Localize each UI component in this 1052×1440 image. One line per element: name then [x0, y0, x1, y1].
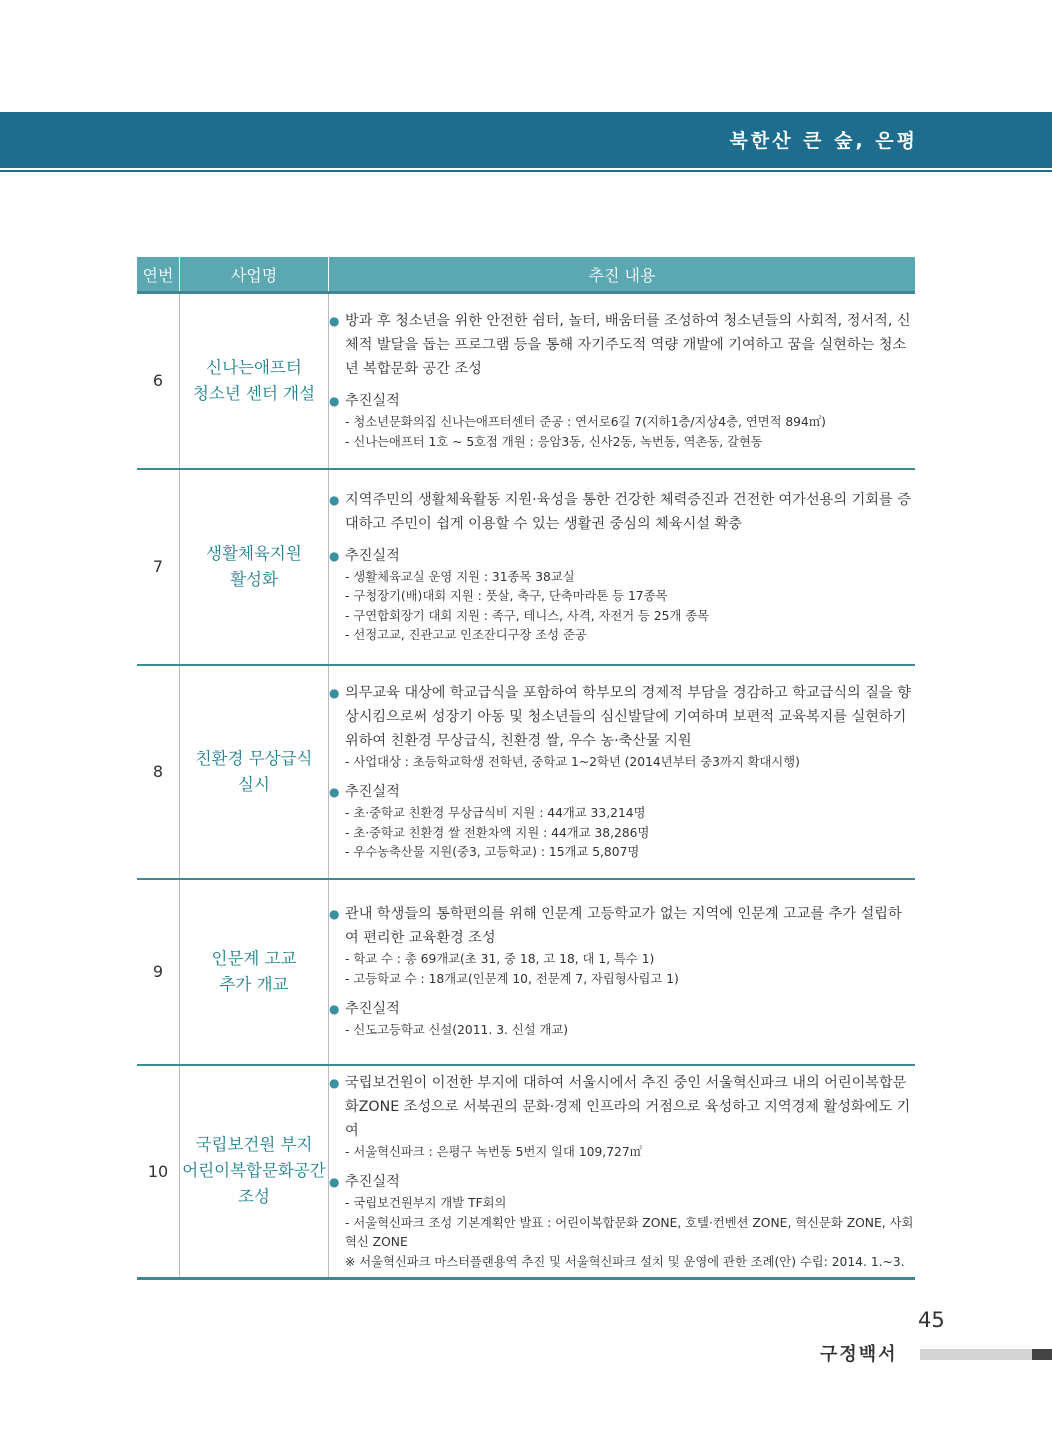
sub-item: - 초·중학교 친환경 무상급식비 지원 : 44개교 33,214명: [345, 806, 646, 820]
project-name-line: 국립보건원 부지: [195, 1135, 313, 1155]
sub-item: - 신도고등학교 신설(2011. 3. 신설 개교): [345, 1023, 569, 1038]
project-name: [180, 879, 329, 1065]
bullet-text: 관내 학생들의 통학편의를 위해 인문계 고등학교가 없는 지역에 인문계 고교를 추가 설립하여 편리한 교육환경 조성: [345, 906, 902, 947]
row-number: 10: [137, 1065, 180, 1279]
project-name: [180, 293, 329, 469]
col-header-number: 연번: [137, 257, 180, 293]
sub-item: - 초·중학교 친환경 쌀 전환차액 지원 : 44개교 38,286명: [345, 825, 650, 840]
row-number: 6: [137, 293, 180, 469]
sub-item: - 청소년문화의집 신나는애프터센터 준공 : 연서로6길 7(지하1층/지상4층, 연면적 894㎡): [345, 415, 826, 430]
sub-item: - 우수농축산물 지원(중3, 고등학교) : 15개교 5,807명: [345, 845, 640, 859]
project-name-line: 친환경 무상급식: [195, 748, 313, 768]
project-content: [329, 293, 916, 469]
project-name: [180, 1065, 329, 1279]
sub-item: - 서울혁신파크 : 은평구 녹번동 5번지 일대 109,727㎡: [345, 1144, 642, 1159]
project-name: [180, 665, 329, 879]
bullet-text: 의무교육 대상에 학교급식을 포함하여 학부모의 경제적 부담을 경감하고 학교급식의 질을 향상시킴으로써 성장기 아동 및 청소년들의 심신발달에 기여하며 보편적 교육복지를 실현하기 위하여 친환경 무상급식, 친환경 쌀, 우수 농·축산물 지원: [345, 684, 911, 749]
bullet-item: [329, 544, 915, 568]
spacer: [329, 772, 915, 780]
spacer: [329, 1162, 915, 1170]
bullet-text: 방과 후 청소년을 위한 안전한 쉼터, 놀터, 배움터를 조성하여 청소년들의 사회적, 정서적, 신체적 발달을 돕는 프로그램 등을 통해 자기주도적 역량 개발에 기여하고 꿈을 실현하는 청소년 복합문화 공간 조성: [345, 313, 911, 378]
project-name-line: 조성: [238, 1187, 270, 1207]
bullet-dot-icon: ●: [329, 1075, 340, 1090]
project-content: [329, 665, 916, 879]
footer-label: 구정백서: [820, 1344, 898, 1365]
page-number: 45: [918, 1308, 945, 1332]
sub-item: - 사업대상 : 초등학교학생 전학년, 중학교 1~2학년 (2014년부터 중3까지 확대시행): [345, 754, 800, 769]
bullet-dot-icon: ●: [329, 907, 340, 922]
table-row: [137, 293, 915, 469]
sub-item: - 구연합회장기 대회 지원 : 족구, 테니스, 사격, 자전거 등 25개 종목: [345, 608, 710, 623]
sub-item: - 학교 수 : 총 69개교(초 31, 중 18, 고 18, 대 1, 특수 1): [345, 952, 655, 967]
bullet-item: [329, 997, 915, 1021]
col-header-content: 추진 내용: [329, 257, 916, 293]
bullet-dot-icon: ●: [329, 1175, 340, 1189]
sub-item: - 서울혁신파크 조성 기본계획안 발표 : 어린이복합문화 ZONE, 호텔·컨벤션 ZONE, 혁신문화 ZONE, 사회혁신 ZONE: [345, 1215, 914, 1249]
table-row: [137, 879, 915, 1065]
project-name-line: 신나는애프터: [206, 357, 302, 377]
bullet-item: [329, 902, 915, 950]
footer-bar-accent: [1032, 1349, 1052, 1360]
bullet-text: 추진실적: [345, 547, 400, 564]
col-header-project: 사업명: [180, 257, 329, 293]
project-name-line: 활성화: [230, 569, 278, 589]
bullet-item: [329, 488, 915, 536]
table-header-row: [137, 257, 915, 293]
bullet-dot-icon: ●: [329, 492, 340, 507]
bullet-item: [329, 1071, 915, 1143]
project-table: [137, 257, 915, 1280]
bullet-item: [329, 309, 915, 381]
project-name-line: 인문계 고교: [211, 948, 297, 968]
table-row: [137, 665, 915, 879]
bullet-dot-icon: ●: [329, 1002, 340, 1017]
project-content: [329, 879, 916, 1065]
sub-item: - 구청장기(배)대회 지원 : 풋살, 축구, 단축마라톤 등 17종목: [345, 589, 668, 603]
bullet-dot-icon: ●: [329, 785, 340, 799]
bullet-item: [329, 780, 915, 804]
project-name-line: 청소년 센터 개설: [192, 383, 316, 403]
bullet-dot-icon: ●: [329, 548, 340, 563]
header-rule: [0, 170, 1052, 172]
footer-bar: [920, 1349, 1032, 1360]
spacer: [329, 536, 915, 544]
sub-item: - 선정고교, 진관고교 인조잔디구장 조성 준공: [345, 628, 587, 642]
sub-item: - 생활체육교실 운영 지원 : 31종목 38교실: [345, 569, 575, 584]
table-row: [137, 469, 915, 665]
bullet-dot-icon: ●: [329, 685, 340, 700]
bullet-text: 추진실적: [345, 784, 400, 800]
bullet-dot-icon: ●: [329, 314, 340, 329]
bullet-text: 추진실적: [345, 1001, 400, 1018]
sub-item: - 고등학교 수 : 18개교(인문계 10, 전문계 7, 자립형사립고 1): [345, 971, 679, 986]
row-number: 8: [137, 665, 180, 879]
row-number: 9: [137, 879, 180, 1065]
bullet-item: [329, 1170, 915, 1194]
sub-item: ※ 서울혁신파크 마스터플랜용역 추진 및 서울혁신파크 설치 및 운영에 관한 조례(안) 수립: 2014. 1.~3.: [345, 1254, 905, 1269]
project-content: [329, 469, 916, 665]
project-name: [180, 469, 329, 665]
bullet-text: 추진실적: [345, 1174, 400, 1190]
sub-item: - 신나는애프터 1호 ~ 5호점 개원 : 응암3동, 신사2동, 녹번동, 역촌동, 갈현동: [345, 434, 763, 449]
bullet-text: 국립보건원이 이전한 부지에 대하여 서울시에서 추진 중인 서울혁신파크 내의 어린이복합문화ZONE 조성으로 서북권의 문화·경제 인프라의 거점으로 육성하고 지역경제 활성화에도 기여: [345, 1074, 911, 1139]
project-name-line: 생활체육지원: [206, 543, 302, 563]
project-name-line: 추가 개교: [219, 974, 289, 994]
bullet-text: 추진실적: [345, 393, 400, 410]
bullet-dot-icon: ●: [329, 394, 340, 409]
bullet-item: [329, 681, 915, 753]
table-body: [137, 293, 915, 1279]
table-row: [137, 1065, 915, 1279]
spacer: [329, 381, 915, 389]
project-name-line: 실시: [238, 774, 270, 794]
section-title: 북한산 큰 숲, 은평: [729, 130, 918, 152]
sub-item: - 국립보건원부지 개발 TF회의: [345, 1196, 507, 1210]
spacer: [329, 989, 915, 997]
row-number: 7: [137, 469, 180, 665]
bullet-item: [329, 389, 915, 413]
bullet-text: 지역주민의 생활체육활동 지원·육성을 통한 건강한 체력증진과 건전한 여가선용의 기회를 증대하고 주민이 쉽게 이용할 수 있는 생활권 중심의 체육시설 확충: [345, 491, 911, 532]
project-content: [329, 1065, 916, 1279]
project-name-line: 어린이복합문화공간: [182, 1161, 326, 1181]
